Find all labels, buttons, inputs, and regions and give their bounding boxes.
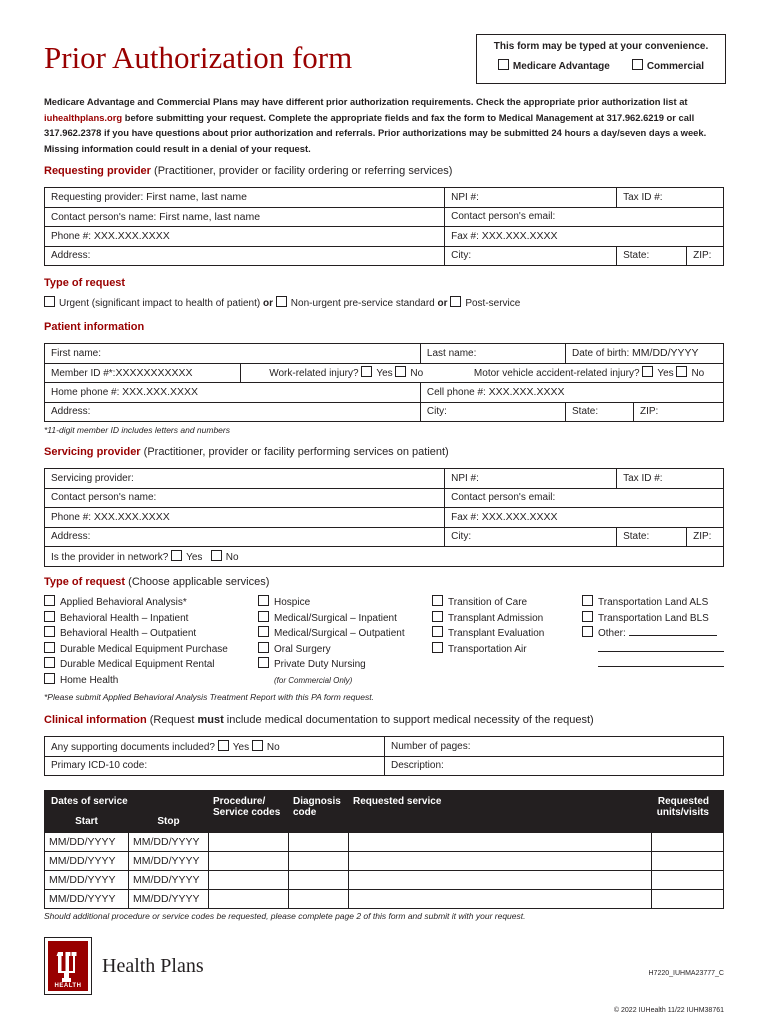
plan-type-box	[476, 34, 726, 84]
servicing-phone-field[interactable]: Phone #: XXX.XXX.XXXX	[45, 508, 445, 528]
service-option[interactable]: Durable Medical Equipment Rental	[44, 657, 228, 673]
stop-date-cell[interactable]: MM/DD/YYYY	[129, 833, 209, 852]
service-option[interactable]: Transportation Land BLS	[582, 611, 724, 627]
service-option[interactable]: Transplant Admission	[432, 611, 544, 627]
service-option[interactable]: Transportation Air	[432, 642, 544, 658]
supporting-docs-field[interactable]: Any supporting documents included? Yes No	[45, 737, 385, 757]
post-service-option[interactable]: Post-service	[450, 298, 520, 309]
commercial-only-note: (for Commercial Only)	[274, 675, 353, 685]
servicing-fax-field[interactable]: Fax #: XXX.XXX.XXXX	[445, 508, 724, 528]
service-option[interactable]: Behavioral Health – Outpatient	[44, 626, 228, 642]
logo-word: HEALTH	[54, 983, 82, 989]
address-field[interactable]: Address:	[45, 246, 445, 266]
member-id-field[interactable]: Member ID #*:XXXXXXXXXXX	[45, 363, 241, 383]
table-row	[45, 871, 724, 890]
requesting-provider-table	[44, 187, 724, 266]
patient-zip-field[interactable]: ZIP:	[634, 402, 724, 422]
patient-table	[44, 343, 724, 422]
pages-field[interactable]: Number of pages:	[385, 737, 724, 757]
table-row	[45, 833, 724, 852]
patient-information-heading: Patient information	[44, 321, 145, 333]
services-col-3	[432, 595, 544, 657]
urgent-option[interactable]: Urgent (significant impact to health of patient)	[44, 298, 260, 309]
patient-last-name-field[interactable]: Last name:	[420, 344, 565, 364]
urgency-options: Urgent (significant impact to health of patient) or Non-urgent pre-service standard or Post-service	[44, 296, 520, 309]
diagnosis-cell[interactable]	[289, 890, 349, 909]
diagnosis-cell[interactable]	[289, 833, 349, 852]
additional-codes-note: Should additional procedure or service codes be requested, please complete page 2 of this form and submit it with your request.	[44, 911, 526, 921]
servicing-provider-heading: Servicing provider (Practitioner, provider or facility performing services on patient)	[44, 446, 449, 458]
service-option[interactable]: Medical/Surgical – Inpatient	[258, 611, 405, 627]
service-cell[interactable]	[349, 890, 652, 909]
service-option[interactable]: Durable Medical Equipment Purchase	[44, 642, 228, 658]
stop-header: Stop	[129, 811, 209, 833]
diagnosis-header: Diagnosis code	[289, 791, 349, 833]
servicing-provider-table	[44, 468, 724, 567]
home-phone-field[interactable]: Home phone #: XXX.XXX.XXXX	[45, 383, 421, 403]
in-network-field[interactable]: Is the provider in network? Yes No	[45, 547, 724, 567]
servicing-npi-field[interactable]: NPI #:	[445, 469, 617, 489]
npi-field[interactable]: NPI #:	[445, 188, 617, 208]
other-line[interactable]	[582, 657, 724, 673]
state-field[interactable]: State:	[617, 246, 687, 266]
stop-date-cell[interactable]: MM/DD/YYYY	[129, 871, 209, 890]
services-heading: Type of request (Choose applicable services)	[44, 576, 270, 588]
zip-field[interactable]: ZIP:	[687, 246, 724, 266]
procedure-header: Procedure/ Service codes	[209, 791, 289, 833]
servicing-contact-name-field[interactable]: Contact person's name:	[45, 488, 445, 508]
dates-of-service-table	[44, 790, 724, 909]
start-date-cell[interactable]: MM/DD/YYYY	[45, 890, 129, 909]
iu-health-logo	[44, 937, 204, 995]
start-header: Start	[45, 811, 129, 833]
servicing-address-field[interactable]: Address:	[45, 527, 445, 547]
brand-name: Health Plans	[102, 954, 204, 977]
contact-name-field[interactable]: Contact person's name: First name, last name	[45, 207, 445, 227]
stop-date-cell[interactable]: MM/DD/YYYY	[129, 890, 209, 909]
requesting-provider-field[interactable]: Requesting provider: First name, last name	[45, 188, 445, 208]
diagnosis-cell[interactable]	[289, 852, 349, 871]
servicing-provider-field[interactable]: Servicing provider:	[45, 469, 445, 489]
start-date-cell[interactable]: MM/DD/YYYY	[45, 852, 129, 871]
service-option[interactable]: Medical/Surgical – Outpatient	[258, 626, 405, 642]
service-cell[interactable]	[349, 871, 652, 890]
plans-link[interactable]: iuhealthplans.org	[44, 111, 123, 123]
work-injury-field[interactable]: Work-related injury? Yes No	[241, 363, 468, 383]
aba-note: *Please submit Applied Behavioral Analysis Treatment Report with this PA form request.	[44, 692, 374, 702]
logo-mark	[44, 937, 92, 995]
checkbox[interactable]	[498, 59, 509, 70]
service-option[interactable]: Transition of Care	[432, 595, 544, 611]
phone-field[interactable]: Phone #: XXX.XXX.XXXX	[45, 227, 445, 247]
table-row	[45, 852, 724, 871]
dob-field[interactable]: Date of birth: MM/DD/YYYY	[566, 344, 724, 364]
icd-field[interactable]: Primary ICD-10 code:	[45, 756, 385, 776]
cell-phone-field[interactable]: Cell phone #: XXX.XXX.XXXX	[420, 383, 723, 403]
requested-units-header: Requested units/visits	[652, 791, 724, 833]
procedure-cell[interactable]	[209, 852, 289, 871]
servicing-tax-id-field[interactable]: Tax ID #:	[617, 469, 724, 489]
procedure-cell[interactable]	[209, 833, 289, 852]
service-option[interactable]: Applied Behavioral Analysis*	[44, 595, 228, 611]
service-option[interactable]: Oral Surgery	[258, 642, 405, 658]
patient-state-field[interactable]: State:	[566, 402, 634, 422]
requesting-provider-heading: Requesting provider (Practitioner, provider or facility ordering or referring services)	[44, 165, 453, 177]
stop-date-cell[interactable]: MM/DD/YYYY	[129, 852, 209, 871]
units-cell[interactable]	[652, 833, 724, 852]
description-field[interactable]: Description:	[385, 756, 724, 776]
procedure-cell[interactable]	[209, 871, 289, 890]
service-option[interactable]: Home Health	[44, 673, 228, 689]
nonurgent-option[interactable]: Non-urgent pre-service standard	[276, 298, 435, 309]
service-cell[interactable]	[349, 833, 652, 852]
form-title: Prior Authorization form	[44, 40, 353, 75]
dates-of-service-header: Dates of service	[45, 791, 209, 811]
servicing-contact-email-field[interactable]: Contact person's email:	[445, 488, 724, 508]
copyright: © 2022 IUHealth 11/22 IUHM38761	[613, 1007, 724, 1014]
units-cell[interactable]	[652, 852, 724, 871]
trident-icon	[53, 949, 83, 983]
intro-text: Medicare Advantage and Commercial Plans may have different prior authorization requirements. Check the appropriate prior authorization list at iuhealthplans.org before submitting your request. Complete the appropriate fields and fax the form to Medical Management at 317.962.6219 or call 317.962.2378 if you have questions about prior authorization and referrals. Prior authorizations may be submitted 24 hours a day/seven days a week. Missing information could result in a denial of your request.	[44, 96, 707, 154]
units-cell[interactable]	[652, 890, 724, 909]
plan-option-medicare[interactable]: Medicare Advantage	[498, 59, 610, 72]
contact-email-field[interactable]: Contact person's email:	[445, 207, 724, 227]
fax-field[interactable]: Fax #: XXX.XXX.XXXX	[445, 227, 724, 247]
clinical-information-heading: Clinical information (Request must include medical documentation to support medical necessity of the request)	[44, 714, 594, 726]
servicing-city-field[interactable]: City:	[445, 527, 617, 547]
patient-first-name-field[interactable]: First name:	[45, 344, 421, 364]
city-field[interactable]: City:	[445, 246, 617, 266]
type-of-request-heading: Type of request	[44, 277, 126, 289]
service-option[interactable]: Transplant Evaluation	[432, 626, 544, 642]
service-option[interactable]: Transportation Land ALS	[582, 595, 724, 611]
service-option[interactable]: Behavioral Health – Inpatient	[44, 611, 228, 627]
clinical-table	[44, 736, 724, 776]
servicing-state-field[interactable]: State:	[617, 527, 687, 547]
services-col-2	[258, 595, 405, 688]
start-date-cell[interactable]: MM/DD/YYYY	[45, 871, 129, 890]
motor-vehicle-field[interactable]: Motor vehicle accident-related injury? Yes No	[468, 363, 724, 383]
service-option[interactable]: Hospice	[258, 595, 405, 611]
service-cell[interactable]	[349, 852, 652, 871]
requested-service-header: Requested service	[349, 791, 652, 833]
units-cell[interactable]	[652, 871, 724, 890]
checkbox[interactable]	[632, 59, 643, 70]
start-date-cell[interactable]: MM/DD/YYYY	[45, 833, 129, 852]
plan-option-commercial[interactable]: Commercial	[632, 59, 704, 72]
patient-address-field[interactable]: Address:	[45, 402, 421, 422]
form-code: H7220_IUHMA23777_C	[648, 970, 724, 977]
table-row	[45, 890, 724, 909]
service-option[interactable]: Private Duty Nursing	[258, 657, 405, 673]
procedure-cell[interactable]	[209, 890, 289, 909]
typed-note: This form may be typed at your convenience.	[493, 41, 709, 52]
services-col-1	[44, 595, 228, 688]
service-option-other[interactable]: Other:	[582, 626, 724, 642]
diagnosis-cell[interactable]	[289, 871, 349, 890]
other-line[interactable]	[582, 642, 724, 658]
member-id-note: *11-digit member ID includes letters and numbers	[44, 425, 230, 435]
services-col-4	[582, 595, 724, 673]
servicing-zip-field[interactable]: ZIP:	[687, 527, 724, 547]
tax-id-field[interactable]: Tax ID #:	[617, 188, 724, 208]
patient-city-field[interactable]: City:	[420, 402, 565, 422]
